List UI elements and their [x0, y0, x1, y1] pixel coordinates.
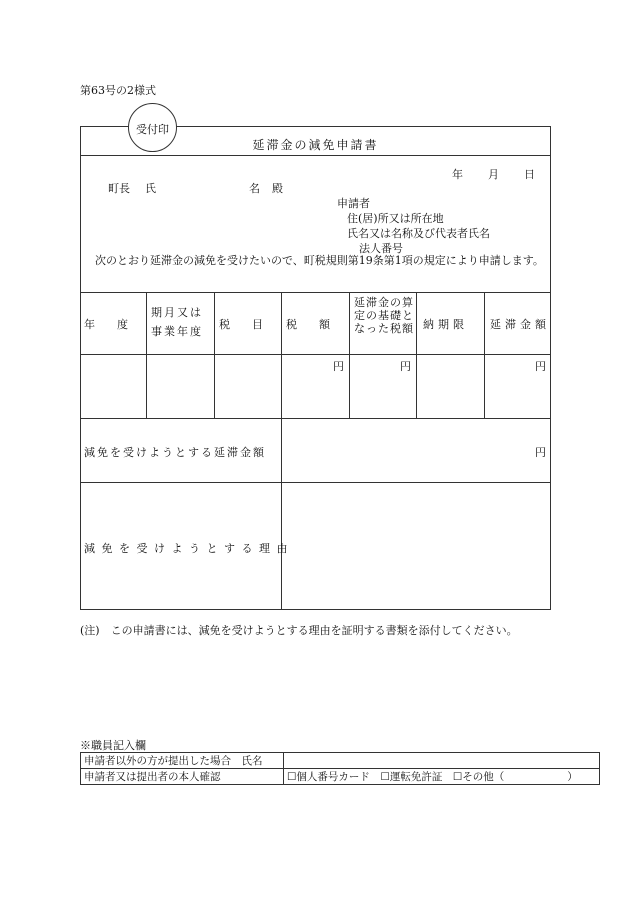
form-title: 延滞金の減免申請書 [252, 138, 379, 152]
divider [80, 155, 551, 156]
honorific-den: 殿 [272, 182, 283, 195]
date-year: 年 [452, 168, 463, 181]
applicant-name-label: 氏名又は名称及び代表者氏名 [347, 227, 490, 240]
applicant-address-label: 住(居)所又は所在地 [347, 212, 444, 225]
column-line [281, 292, 282, 610]
column-line [416, 292, 417, 418]
column-line [146, 292, 147, 418]
unit-yen: 円 [333, 360, 344, 373]
staff-row2-label: 申請者又は提出者の本人確認 [81, 769, 284, 785]
intro-text: 次のとおり延滞金の減免を受けたいので、町税規則第19条第1項の規定により申請します。 [95, 254, 544, 267]
application-form-frame [80, 126, 551, 610]
divider [80, 418, 551, 419]
honorific-shi: 氏 [145, 182, 156, 195]
header-fiscal-year: 年 度 [84, 318, 128, 331]
form-number: 第63号の2様式 [80, 84, 156, 97]
staff-row2-options: ☐個人番号カード ☐運転免許証 ☐その他（ ） [284, 769, 600, 785]
stamp-label: 受付印 [136, 123, 169, 136]
divider [80, 292, 551, 293]
header-due-date: 納期限 [423, 318, 468, 331]
staff-row1-label: 申請者以外の方が提出した場合 氏名 [81, 753, 284, 769]
date-month: 月 [488, 168, 499, 181]
note-text: (注) この申請書には、減免を受けようとする理由を証明する書類を添付してください。 [80, 624, 518, 637]
divider [80, 354, 551, 355]
header-period: 期月又は事業年度 [151, 306, 203, 338]
staff-row1-value [284, 753, 600, 769]
name-label: 名 [249, 182, 260, 195]
reduction-amount-label: 減免を受けようとする延滞金額 [84, 446, 266, 459]
reason-label: 減免を受けようとする理由 [84, 542, 294, 555]
table-row [81, 753, 600, 769]
unit-yen: 円 [400, 360, 411, 373]
staff-table [80, 752, 600, 785]
header-base-tax: 延滞金の算定の基礎となった税額 [354, 296, 414, 335]
header-tax-item: 税 目 [219, 318, 263, 331]
header-tax-amount: 税 額 [286, 318, 330, 331]
date-day: 日 [524, 168, 535, 181]
reduction-amount-unit: 円 [535, 446, 546, 459]
applicant-label: 申請者 [337, 197, 370, 210]
column-line [214, 292, 215, 418]
header-late-fee: 延滞金額 [490, 318, 550, 331]
corporate-number-label: 法人番号 [359, 242, 403, 255]
column-line [484, 292, 485, 418]
divider [80, 482, 551, 483]
town-head: 町長 [108, 182, 130, 195]
unit-yen: 円 [535, 360, 546, 373]
staff-section-title: ※職員記入欄 [80, 739, 146, 752]
table-row [81, 769, 600, 785]
column-line [349, 292, 350, 418]
